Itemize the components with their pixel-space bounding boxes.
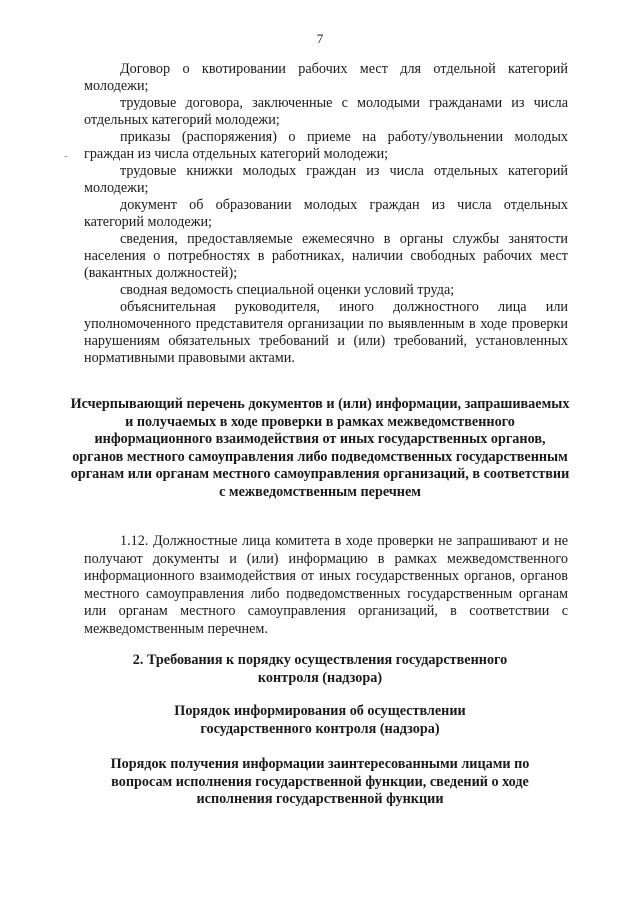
- list-item: объяснительная руководителя, иного должностного лица или уполномоченного представителя организации по выявленным в ходе проверки нарушениям обязательных требований и (или) требований, установленных нормативными правовыми актами.: [84, 299, 568, 366]
- list-item: документ об образовании молодых граждан из числа отдельных категорий молодежи;: [84, 197, 568, 230]
- list-item: приказы (распоряжения) о приеме на работу/увольнении молодых граждан из числа отдельных категорий молодежи;: [84, 129, 568, 162]
- paragraph-1-12: [84, 533, 568, 638]
- paragraph-text: 1.12. Должностные лица комитета в ходе проверки не запрашивают и не получают документы и (или) информацию в рамках межведомственного информационного взаимодействия от иных государственных органов, органов местного самоуправления либо подведомственных государственным органам или органам местного самоуправления организаций, в соответствии с межведомственным перечнем.: [84, 533, 568, 637]
- list-item: трудовые договора, заключенные с молодыми гражданами из числа отдельных категорий молодежи;: [84, 95, 568, 128]
- list-item: Договор о квотировании рабочих мест для отдельной категорий молодежи;: [84, 61, 568, 94]
- heading-exhaustive-list: Исчерпывающий перечень документов и (или) информации, запрашиваемых и получаемых в ходе проверки в рамках межведомственного информационного взаимодействия от иных государственных органов, органов местного самоуправления либо подведомственных государственным органам или органам местного самоуправления организаций, в соответствии с межведомственным перечнем: [70, 396, 570, 500]
- list-item: сводная ведомость специальной оценки условий труда;: [120, 282, 455, 298]
- heading-obtaining-information: Порядок получения информации заинтересованными лицами по вопросам исполнения государственной функции, сведений о ходе исполнения государственной функции: [110, 756, 530, 807]
- list-item: трудовые книжки молодых граждан из числа отдельных категорий молодежи;: [84, 163, 568, 196]
- heading-informing-procedure: Порядок информирования об осуществлении государственного контроля (надзора): [174, 703, 466, 737]
- page-number: 7: [316, 31, 324, 46]
- heading-section-2: 2. Требования к порядку осуществления государственного контроля (надзора): [132, 652, 508, 686]
- document-list: [84, 61, 568, 367]
- margin-mark: -: [64, 150, 68, 162]
- list-item: сведения, предоставляемые ежемесячно в органы службы занятости населения о потребностях в работниках, наличии свободных рабочих мест (вакантных должностей);: [84, 231, 568, 281]
